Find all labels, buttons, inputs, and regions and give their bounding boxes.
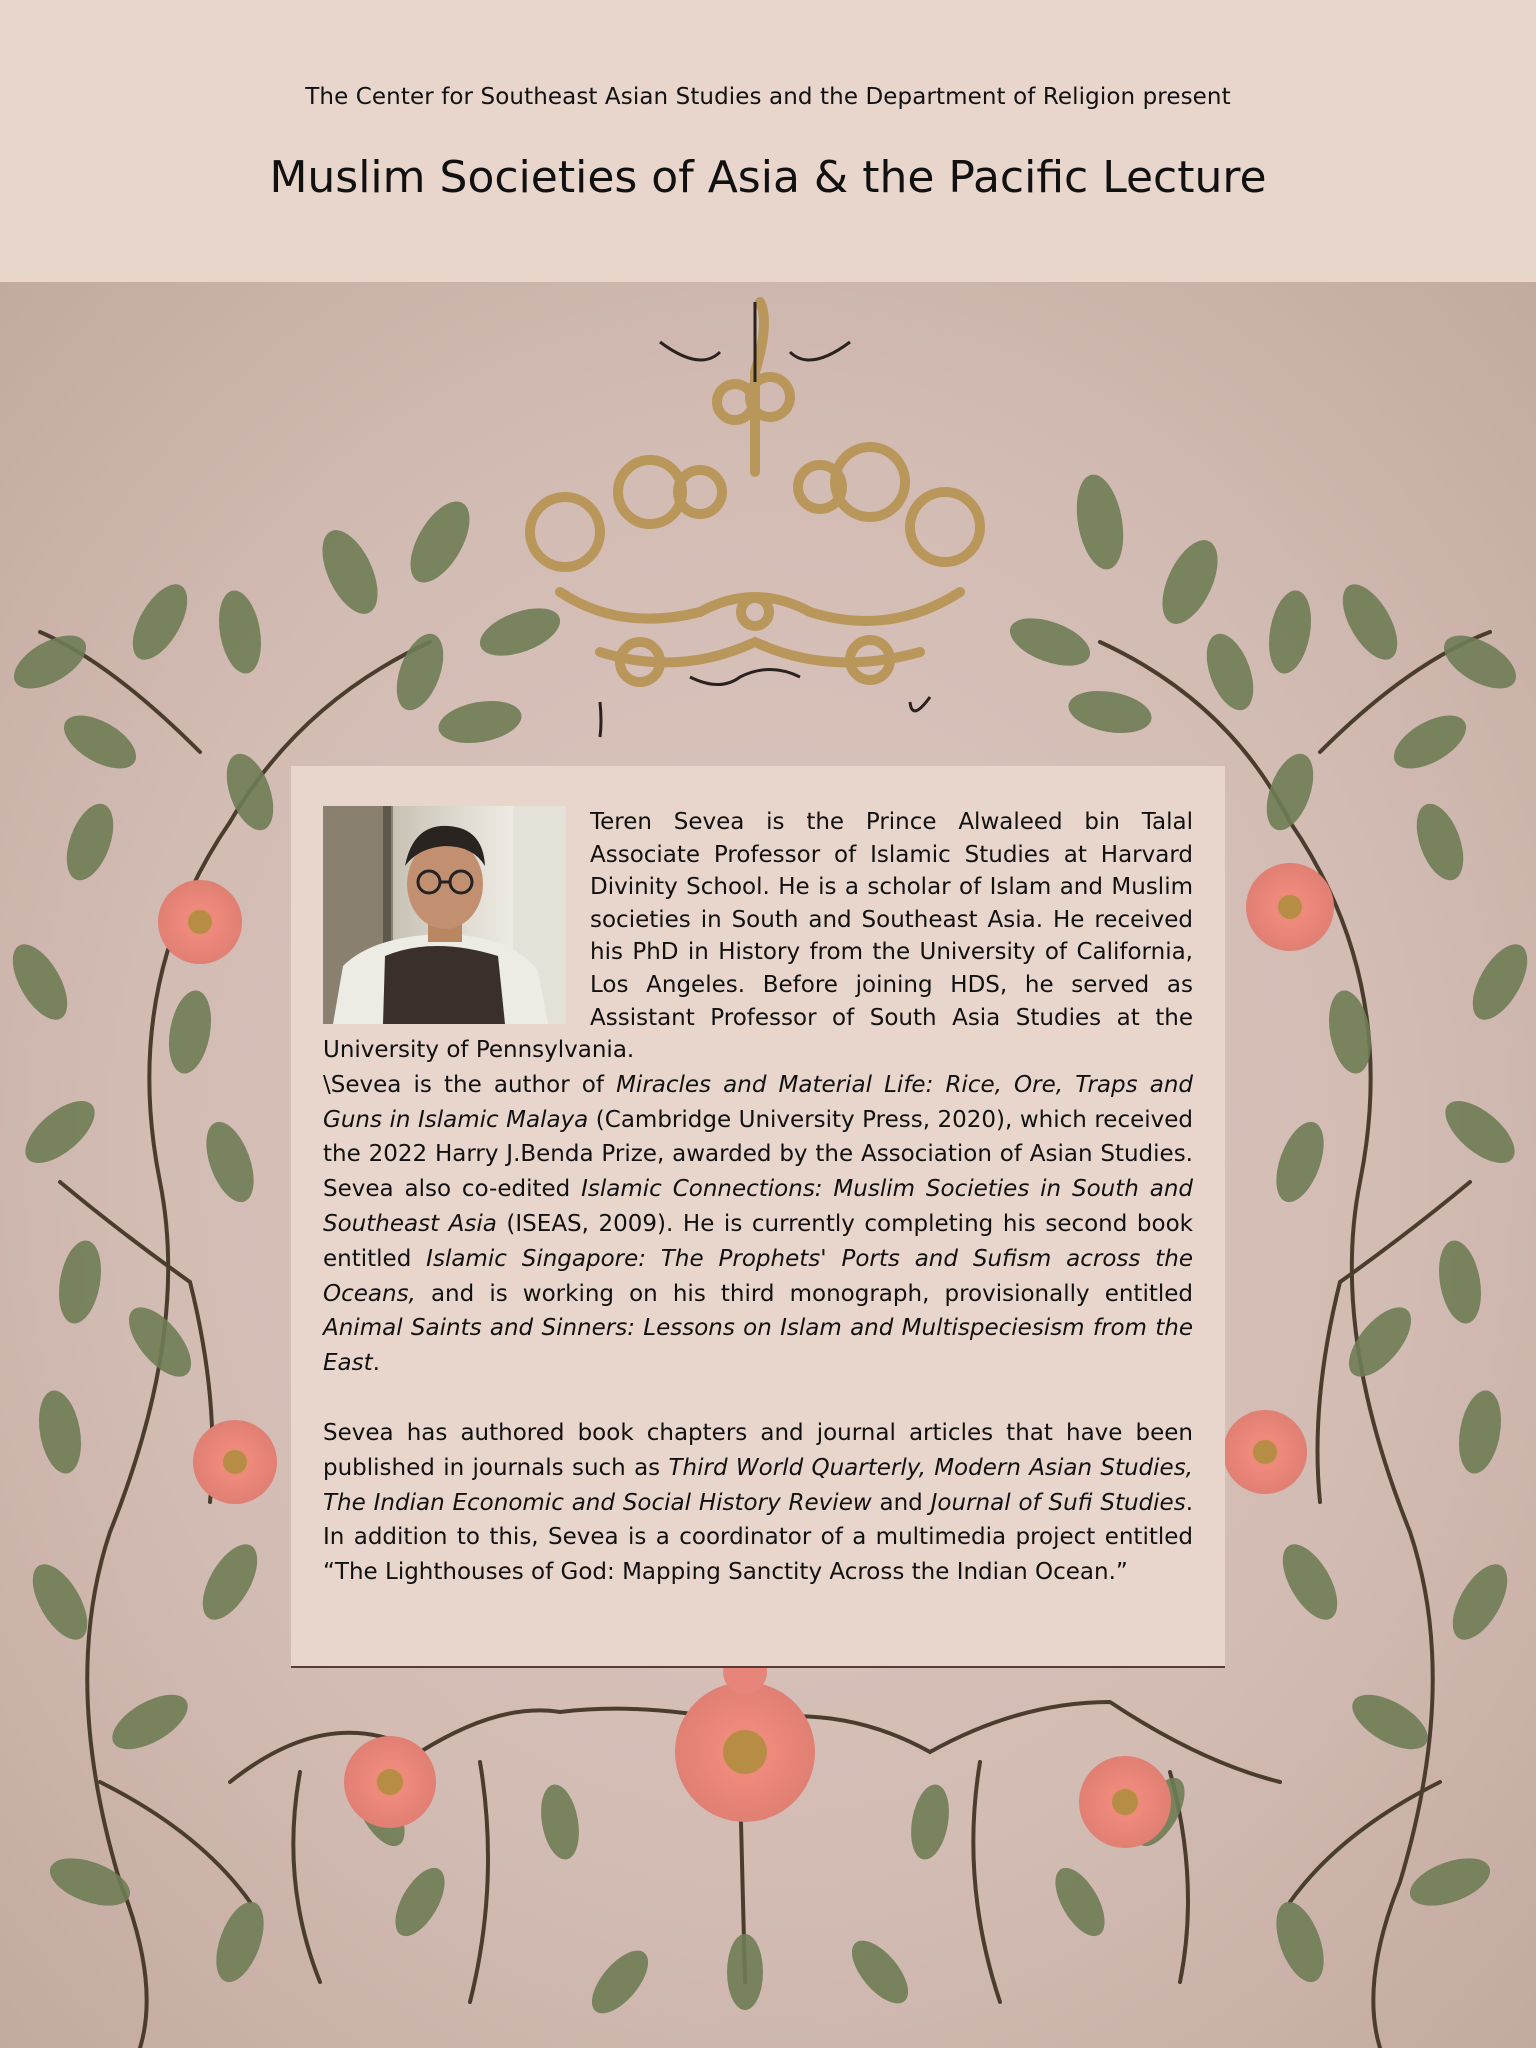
book-title-islamic-singapore: Islamic Singapore: The Prophets' Ports and Sufism across the Oceans,	[323, 1245, 1193, 1307]
bio-articles-text-3: . In addition to this, Sevea is a coordinator of a multimedia project entitled “The Lighthouses of God: Mapping Sanctity Across the Indian Ocean.”	[323, 1489, 1193, 1586]
journal-title-sufi-studies: Journal of Sufi Studies	[930, 1489, 1186, 1516]
bio-articles-text-2: and	[871, 1489, 931, 1516]
header	[0, 0, 1536, 282]
bio-works-text-4: and is working on his third monograph, provisionally entitled	[415, 1280, 1193, 1307]
portrait-illustration	[323, 806, 566, 1024]
bio-works-text-1: \Sevea is the author of	[323, 1071, 617, 1098]
bio-articles	[323, 1416, 1193, 1590]
speaker-bio-card	[291, 766, 1225, 1668]
book-title-animal-saints: Animal Saints and Sinners: Lessons on Islam and Multispeciesism from the East	[323, 1315, 1193, 1377]
presenter-line: The Center for Southeast Asian Studies and the Department of Religion present	[305, 84, 1231, 110]
speaker-photo	[323, 806, 566, 1024]
bio-works	[323, 1068, 1193, 1381]
bio-works-text-2: (Cambridge University Press, 2020), which received the 2022 Harry J.Benda Prize, awarded by the Association of Asian Studies. Sevea also co-edited	[323, 1106, 1193, 1203]
bio-works-text-5: .	[372, 1350, 380, 1377]
book-title-islamic-connections: Islamic Connections: Muslim Societies in South and Southeast Asia	[323, 1176, 1193, 1237]
bio-works-text-3: (ISEAS, 2009). He is currently completing his second book entitled	[323, 1210, 1193, 1272]
bio-intro: Teren Sevea is the Prince Alwaleed bin Talal Associate Professor of Islamic Studies at Harvard Divinity School. He is a scholar of Islam and Muslim societies in South and Southeast Asia. He received his PhD in History from the University of California, Los Angeles. Before joining HDS, he served as Assistant Professor of South Asia Studies at the University of Pennsylvania.	[323, 809, 1193, 1064]
book-title-miracles: Miracles and Material Life: Rice, Ore, Traps and Guns in Islamic Malaya	[323, 1071, 1193, 1133]
page-title: Muslim Societies of Asia & the Pacific Lecture	[269, 152, 1267, 203]
bio-articles-text-1: Sevea has authored book chapters and journal articles that have been published in journals such as	[323, 1419, 1193, 1481]
journal-titles: Third World Quarterly, Modern Asian Studies, The Indian Economic and Social History Review	[323, 1454, 1193, 1516]
